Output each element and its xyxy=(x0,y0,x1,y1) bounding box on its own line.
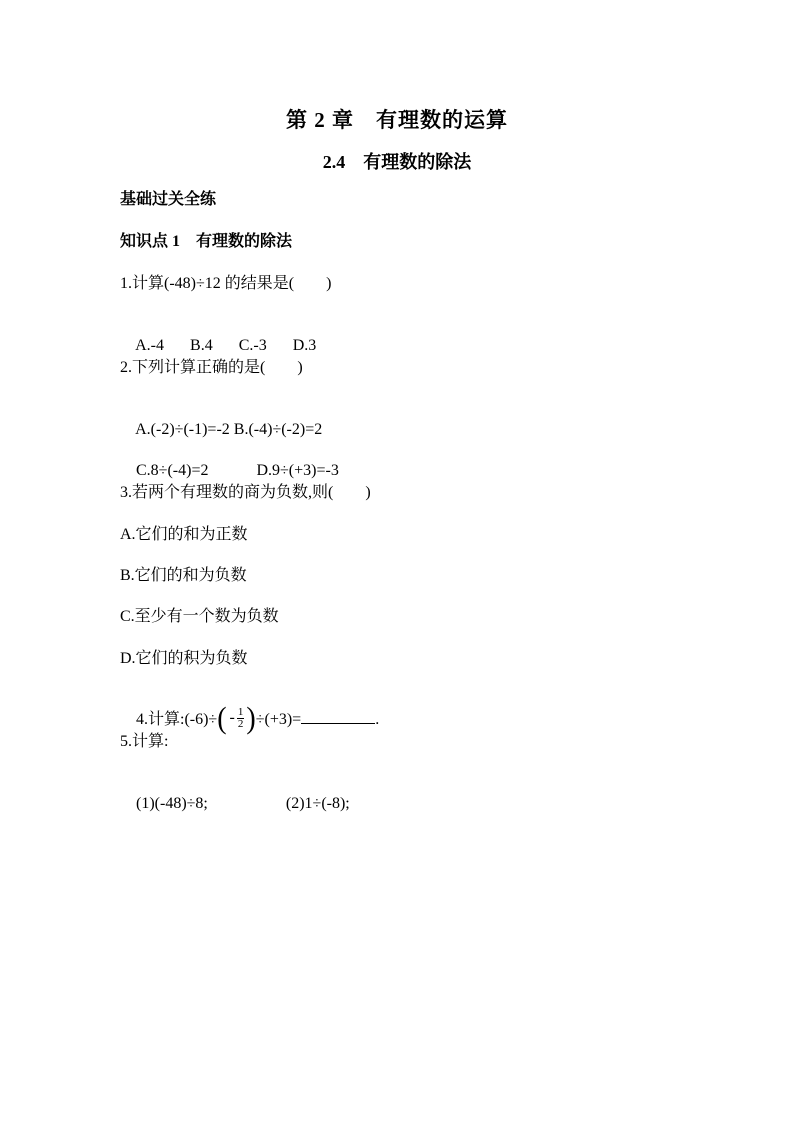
q3-option-a: A.它们的和为正数 xyxy=(120,526,248,543)
q1-option-b: B.4 xyxy=(190,337,213,354)
q1-option-a: A.-4 xyxy=(135,337,165,354)
practice-heading: 基础过关全练 xyxy=(120,191,217,208)
q3-option-d: D.它们的积为负数 xyxy=(120,650,248,667)
q2-stem: 2.下列计算正确的是( ) xyxy=(120,359,303,376)
q4-suffix: ÷(+3)= xyxy=(255,711,302,729)
q4-fraction-denominator: 2 xyxy=(237,718,244,730)
q4-fraction-group xyxy=(217,700,256,735)
q1-option-d: D.3 xyxy=(292,337,317,354)
q2-option-d: D.9÷(+3)=-3 xyxy=(256,462,339,479)
q1-stem: 1.计算(-48)÷12 的结果是( ) xyxy=(120,275,332,292)
q4-end: . xyxy=(375,711,380,729)
q1-option-c: C.-3 xyxy=(238,337,267,354)
knowledge-point-heading: 知识点 1 有理数的除法 xyxy=(120,233,293,250)
chapter-title: 第 2 章 有理数的运算 xyxy=(286,108,508,132)
q5-part-2: (2)1÷(-8); xyxy=(285,795,350,812)
q5-parts xyxy=(120,774,350,834)
section-title: 2.4 有理数的除法 xyxy=(322,152,472,172)
q4-open-paren: ( xyxy=(217,700,227,735)
q2-option-a: A.(-2)÷(-1)=-2 xyxy=(135,421,230,438)
q4-close-paren: ) xyxy=(246,700,256,735)
q2-option-c: C.8÷(-4)=2 xyxy=(136,462,209,479)
q5-stem: 5.计算: xyxy=(120,733,169,750)
q4-fraction xyxy=(237,707,245,730)
q4-prefix: 4.计算:(-6)÷ xyxy=(136,711,218,729)
q2-option-b: B.(-4)÷(-2)=2 xyxy=(233,421,323,438)
q4-minus: - xyxy=(229,709,235,727)
q4-fraction-numerator: 1 xyxy=(237,706,244,718)
q5-part-1: (1)(-48)÷8; xyxy=(136,795,208,812)
q4-answer-blank[interactable] xyxy=(301,709,375,724)
q3-option-c: C.至少有一个数为负数 xyxy=(120,608,279,625)
q3-option-b: B.它们的和为负数 xyxy=(120,567,247,584)
q3-stem: 3.若两个有理数的商为负数,则( ) xyxy=(120,484,371,501)
